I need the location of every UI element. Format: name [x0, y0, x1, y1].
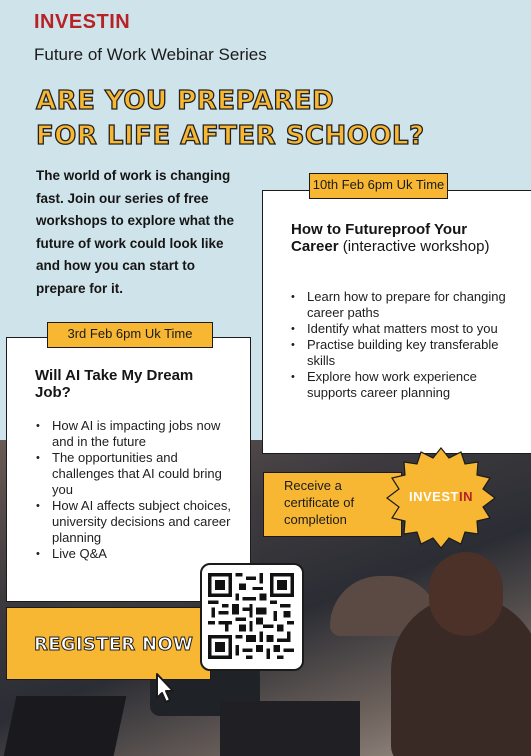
bullet-list-ai — [36, 418, 236, 562]
series-title: Future of Work Webinar Series — [34, 45, 267, 64]
workshop-title-futureproof — [291, 221, 511, 255]
workshop-title-subtitle: (interactive workshop) — [342, 238, 490, 255]
date-tag-ai: 3rd Feb 6pm Uk Time — [47, 322, 213, 348]
workshop-title-main: How to Futureproof Your Career — [291, 221, 468, 255]
pointer-cursor-icon — [149, 671, 179, 705]
list-item: • Practise building key transferable skills — [291, 337, 506, 369]
list-item: • How AI is impacting jobs now and in the future — [36, 418, 236, 450]
list-item: • Identify what matters most to you — [291, 321, 506, 337]
qr-code[interactable] — [200, 563, 304, 671]
headline — [36, 84, 425, 154]
workshop-title-ai: Will AI Take My Dream Job? — [35, 367, 194, 401]
qr-code-icon — [208, 571, 294, 661]
intro-text: The world of work is changing fast. Join our series of free workshops to explore what the future of work could look like and how you can start to prepare for it. — [36, 168, 235, 296]
register-button-label[interactable]: REGISTER NOW — [34, 634, 194, 655]
list-item: • Learn how to prepare for changing career paths — [291, 289, 506, 321]
certificate-text: Receive a certificate of completion — [284, 478, 355, 527]
list-item: • Live Q&A — [36, 546, 236, 562]
headline-line-1: ARE YOU PREPARED — [36, 86, 335, 116]
list-item: • How AI affects subject choices, university decisions and career planning — [36, 498, 236, 546]
brand-logo: INVESTIN — [34, 11, 131, 33]
list-item: • The opportunities and challenges that AI could bring you — [36, 450, 236, 498]
date-tag-futureproof: 10th Feb 6pm Uk Time — [309, 173, 448, 199]
badge-logo: INVESTIN — [409, 489, 473, 504]
headline-line-2: FOR LIFE AFTER SCHOOL? — [36, 121, 425, 151]
bullet-list-futureproof — [291, 289, 506, 401]
list-item: • Explore how work experience supports career planning — [291, 369, 506, 401]
